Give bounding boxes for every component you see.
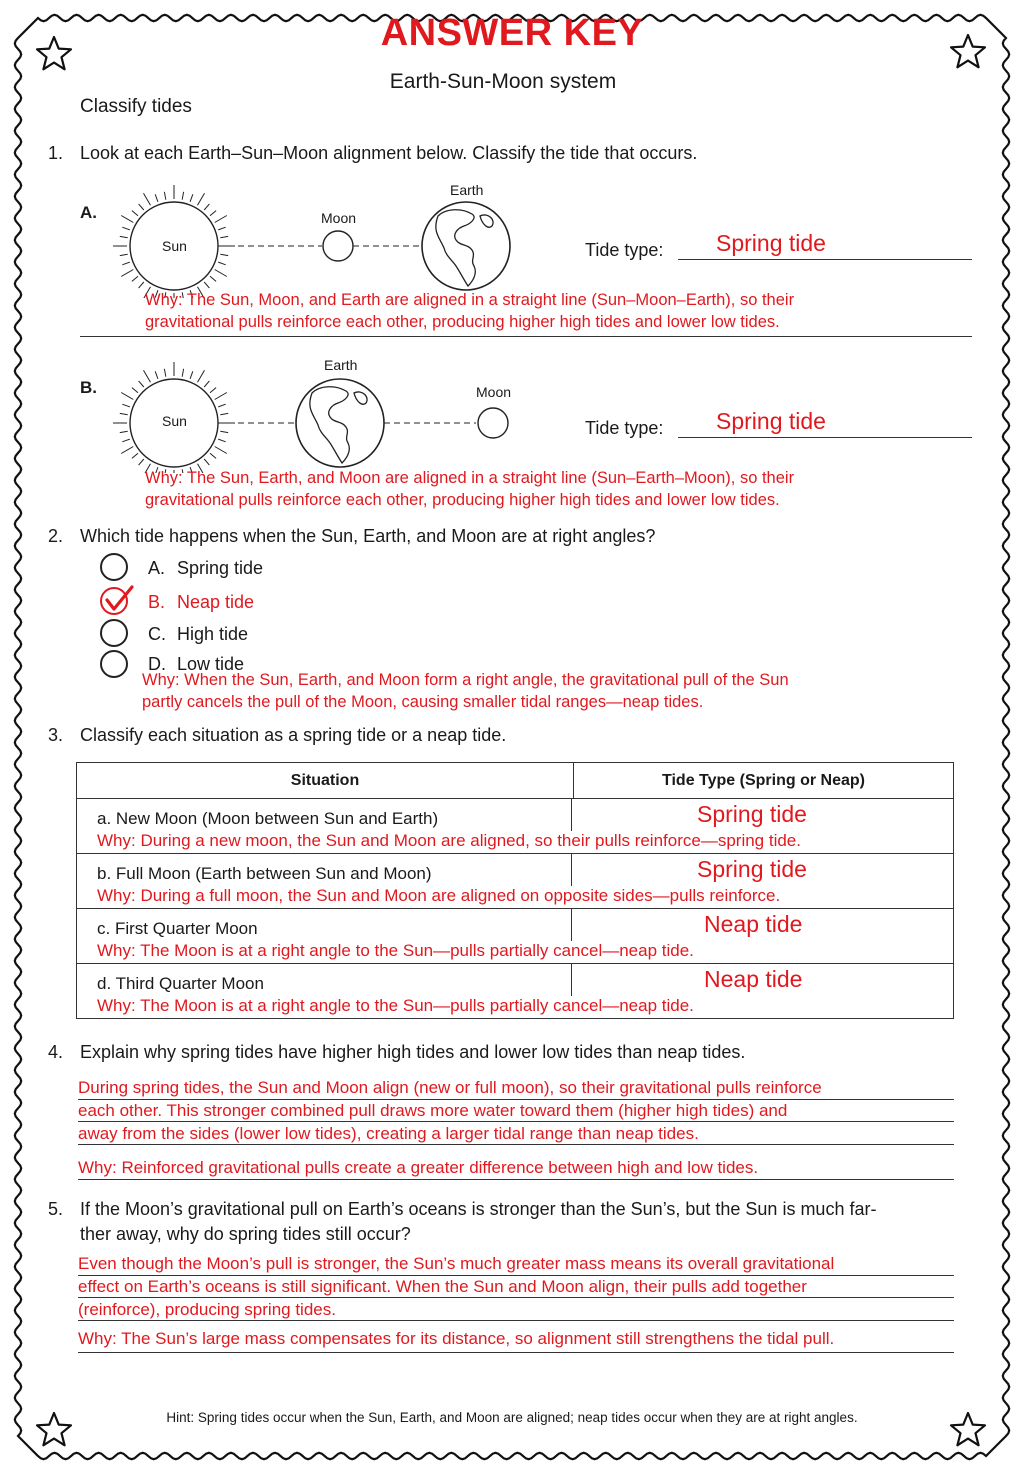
option-text: Neap tide [177,592,255,612]
answer-underline [678,259,972,260]
part-letter: A. [80,203,97,222]
answer-text[interactable]: each other. This stronger combined pull draws more water toward them (higher high tides) and [78,1101,788,1120]
page-subtitle: Earth-Sun-Moon system [389,70,617,93]
table-row [77,799,954,854]
question-number: 1. [48,143,64,163]
divider [80,336,972,337]
why-explanation: Why: The Moon is at a right angle to the Sun—pulls partially cancel—neap tide. [97,941,694,960]
tide-answer[interactable]: Spring tide [697,856,807,882]
page-title: ANSWER KEY [380,12,644,54]
answer-underline [78,1179,954,1180]
column-header: Situation [77,763,574,799]
table-row [77,964,954,1019]
why-explanation: gravitational pulls reinforce each other, producing higher high tides and lower low tides. [145,313,780,331]
why-explanation: partly cancels the pull of the Moon, causing smaller tidal ranges—neap tides. [142,693,704,711]
option-letter: D. [148,654,166,674]
answer-underline [78,1320,954,1321]
question-prompt: ther away, why do spring tides still occur? [80,1224,411,1244]
earth-icon [422,202,510,290]
tide-answer[interactable]: Neap tide [704,966,803,992]
part-letter: B. [80,378,97,397]
question-prompt: Explain why spring tides have higher high tides and lower low tides than neap tides. [80,1042,746,1062]
answer-underline [78,1144,954,1145]
tide-answer[interactable]: Neap tide [704,911,803,937]
answer-underline [78,1352,954,1353]
earth-label: Earth [324,357,358,373]
question-prompt: Classify each situation as a spring tide or a neap tide. [80,725,507,745]
option-text: Low tide [177,654,245,674]
option-letter: B. [148,592,166,612]
why-explanation: Why: During a new moon, the Sun and Moon are aligned, so their pulls reinforce—spring tide. [97,831,801,850]
tide-answer[interactable]: Spring tide [716,408,826,434]
question-prompt: Look at each Earth–Sun–Moon alignment below. Classify the tide that occurs. [80,143,698,163]
why-explanation: Why: During a full moon, the Sun and Moon are aligned on opposite sides—pulls reinforce. [97,886,781,905]
radio-option-a[interactable] [100,553,128,581]
checkmark-icon [101,584,137,616]
why-explanation: Why: The Sun, Moon, and Earth are aligned in a straight line (Sun–Moon–Earth), so their [145,291,795,309]
situation-text: b. Full Moon (Earth between Sun and Moon) [97,864,432,883]
answer-underline [78,1297,954,1298]
situation-text: a. New Moon (Moon between Sun and Earth) [97,809,439,828]
question-number: 4. [48,1042,64,1062]
tide-type-label: Tide type: [585,240,664,260]
why-explanation: Why: The Moon is at a right angle to the Sun—pulls partially cancel—neap tide. [97,996,694,1015]
moon-icon [323,231,353,261]
table-row [77,854,954,909]
radio-option-c[interactable] [100,619,128,647]
moon-label: Moon [321,210,357,226]
answer-underline [78,1099,954,1100]
column-header: Tide Type (Spring or Neap) [574,763,954,799]
moon-label: Moon [476,384,512,400]
earth-label: Earth [450,182,484,198]
section-heading: Classify tides [80,96,192,117]
sun-label: Sun [162,413,187,429]
earth-icon [296,379,384,467]
table-row [77,909,954,964]
option-text: Spring tide [177,558,264,578]
question-number: 3. [48,725,64,745]
answer-why[interactable]: Why: Reinforced gravitational pulls create a greater difference between high and low tides. [78,1158,759,1177]
question-number: 5. [48,1199,64,1219]
question-prompt: If the Moon’s gravitational pull on Earth’s oceans is stronger than the Sun’s, but the Sun is much far- [80,1199,877,1219]
tide-type-label: Tide type: [585,418,664,438]
why-explanation: Why: When the Sun, Earth, and Moon form a right angle, the gravitational pull of the Sun [142,671,789,689]
question-number: 2. [48,526,64,546]
tide-answer[interactable]: Spring tide [697,801,807,827]
answer-text[interactable]: During spring tides, the Sun and Moon align (new or full moon), so their gravitational pulls reinforce [78,1078,822,1097]
answer-why[interactable]: Why: The Sun’s large mass compensates for its distance, so alignment still strengthens the tidal pull. [78,1329,835,1348]
answer-text[interactable]: Even though the Moon’s pull is stronger, the Sun’s much greater mass means its overall gravitational [78,1254,835,1273]
answer-text[interactable]: (reinforce), producing spring tides. [78,1300,336,1319]
sun-label: Sun [162,238,187,254]
answer-underline [678,437,972,438]
answer-text[interactable]: away from the sides (lower low tides), creating a larger tidal range than neap tides. [78,1124,699,1143]
answer-underline [78,1275,954,1276]
situation-text: d. Third Quarter Moon [97,974,264,993]
answer-text[interactable]: effect on Earth’s oceans is still significant. When the Sun and Moon align, their pulls add together [78,1277,807,1296]
why-explanation: gravitational pulls reinforce each other, producing higher high tides and lower low tides. [145,491,780,509]
question-prompt: Which tide happens when the Sun, Earth, and Moon are at right angles? [80,526,656,546]
answer-underline [78,1121,954,1122]
why-explanation: Why: The Sun, Earth, and Moon are aligned in a straight line (Sun–Earth–Moon), so their [145,469,795,487]
option-text: High tide [177,624,249,644]
situation-table [76,762,954,1019]
option-letter: C. [148,624,166,644]
option-letter: A. [148,558,166,578]
tide-answer[interactable]: Spring tide [716,230,826,256]
hint-text: Hint: Spring tides occur when the Sun, Earth, and Moon are aligned; neap tides occur when they are at right angles. [166,1410,858,1425]
radio-option-d[interactable] [100,650,128,678]
situation-text: c. First Quarter Moon [97,919,258,938]
moon-icon [478,408,508,438]
